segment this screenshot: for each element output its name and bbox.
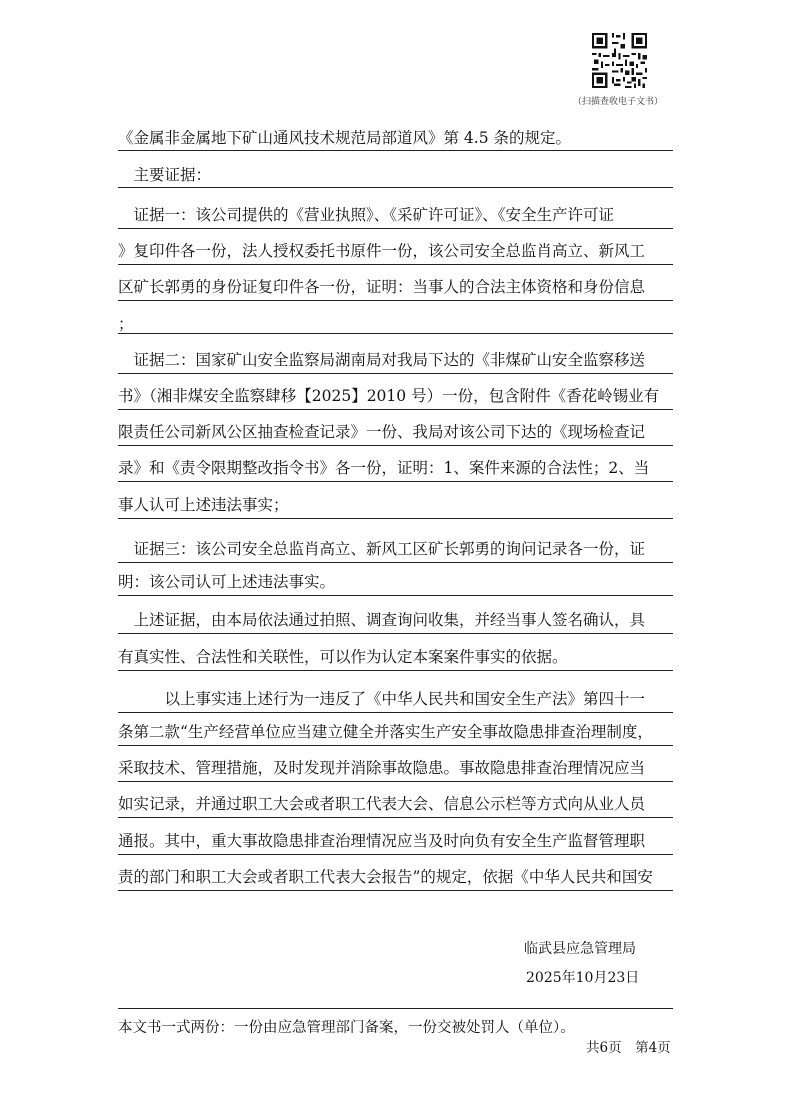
text-underline: [118, 187, 673, 188]
body-line: 通报。其中，重大事故隐患排查治理情况应当及时向负有安全生产监督管理职: [118, 832, 646, 850]
text-underline: [118, 562, 673, 563]
body-line: 证据二：国家矿山安全监察局湖南局对我局下达的《非煤矿山安全监察移送: [118, 351, 646, 369]
signature-org: 临武县应急管理局: [524, 941, 636, 957]
body-line: 有真实性、合法性和关联性，可以作为认定本案案件事实的依据。: [118, 648, 568, 666]
text-underline: [118, 373, 673, 374]
body-line: 证据三：该公司安全总监肖高立、新风工区矿长郭勇的询问记录各一份，证: [118, 540, 646, 558]
body-line: 录》和《责令限期整改指令书》各一份，证明：1、案件来源的合法性；2、当: [118, 459, 650, 477]
body-line: 主要证据：: [118, 166, 212, 184]
text-underline: [118, 745, 673, 746]
text-underline: [118, 595, 673, 596]
body-line: 事人认可上述违法事实；: [118, 496, 289, 514]
body-line: 书》（湘非煤安全监察肆移【2025】2010 号）一份，包含附件《香花岭锡业有: [118, 387, 660, 405]
text-underline: [118, 633, 673, 634]
text-underline: [118, 781, 673, 782]
text-underline: [118, 228, 673, 229]
body-line: 条第二款“生产经营单位应当建立健全并落实生产安全事故隐患排查治理制度，: [118, 723, 653, 741]
text-underline: [118, 890, 673, 891]
footer-note: 本文书一式两份：一份由应急管理部门备案，一份交被处罚人（单位）。: [118, 1020, 575, 1036]
body-line: 上述证据，由本局依法通过拍照、调查询问收集，并经当事人签名确认，具: [118, 611, 646, 629]
text-underline: [118, 409, 673, 410]
text-underline: [118, 518, 673, 519]
text-underline: [118, 264, 673, 265]
body-line: 采取技术、管理措施，及时发现并消除事故隐患。事故隐患排查治理情况应当: [118, 759, 646, 777]
body-line: 责的部门和职工大会或者职工代表大会报告”的规定，依据《中华人民共和国安: [118, 868, 653, 886]
body-line: 如实记录，并通过职工大会或者职工代表大会、信息公示栏等方式向从业人员: [118, 795, 646, 813]
body-line: 限责任公司新风公区抽查检查记录》一份、我局对该公司下达的《现场检查记: [118, 423, 646, 441]
body-line: 《金属非金属地下矿山通风技术规范局部道风》第 4.5 条的规定。: [118, 129, 572, 147]
page-number: 共6页 第4页: [586, 1040, 671, 1056]
text-underline: [118, 333, 673, 334]
signature-date: 2025年10月23日: [526, 970, 640, 986]
text-underline: [118, 854, 673, 855]
body-line: 明：该公司认可上述违法事实。: [118, 573, 336, 591]
text-underline: [118, 817, 673, 818]
body-line: 以上事实违上述行为一违反了《中华人民共和国安全生产法》第四十一: [118, 690, 646, 708]
footer-divider: [118, 1008, 673, 1009]
qr-caption: （扫描查收电子文书）: [572, 97, 663, 107]
text-underline: [118, 300, 673, 301]
text-underline: [118, 481, 673, 482]
text-underline: [118, 712, 673, 713]
qr-code-icon: [592, 33, 647, 88]
body-line: ；: [118, 315, 134, 333]
text-underline: [118, 445, 673, 446]
text-underline: [118, 670, 673, 671]
body-line: 证据一：该公司提供的《营业执照》、《采矿许可证》、《安全生产许可证: [118, 206, 615, 224]
text-underline: [118, 150, 673, 151]
body-line: 区矿长郭勇的身份证复印件各一份，证明：当事人的合法主体资格和身份信息: [118, 278, 646, 296]
body-line: 》复印件各一份，法人授权委托书原件一份，该公司安全总监肖高立、新风工: [118, 242, 646, 260]
